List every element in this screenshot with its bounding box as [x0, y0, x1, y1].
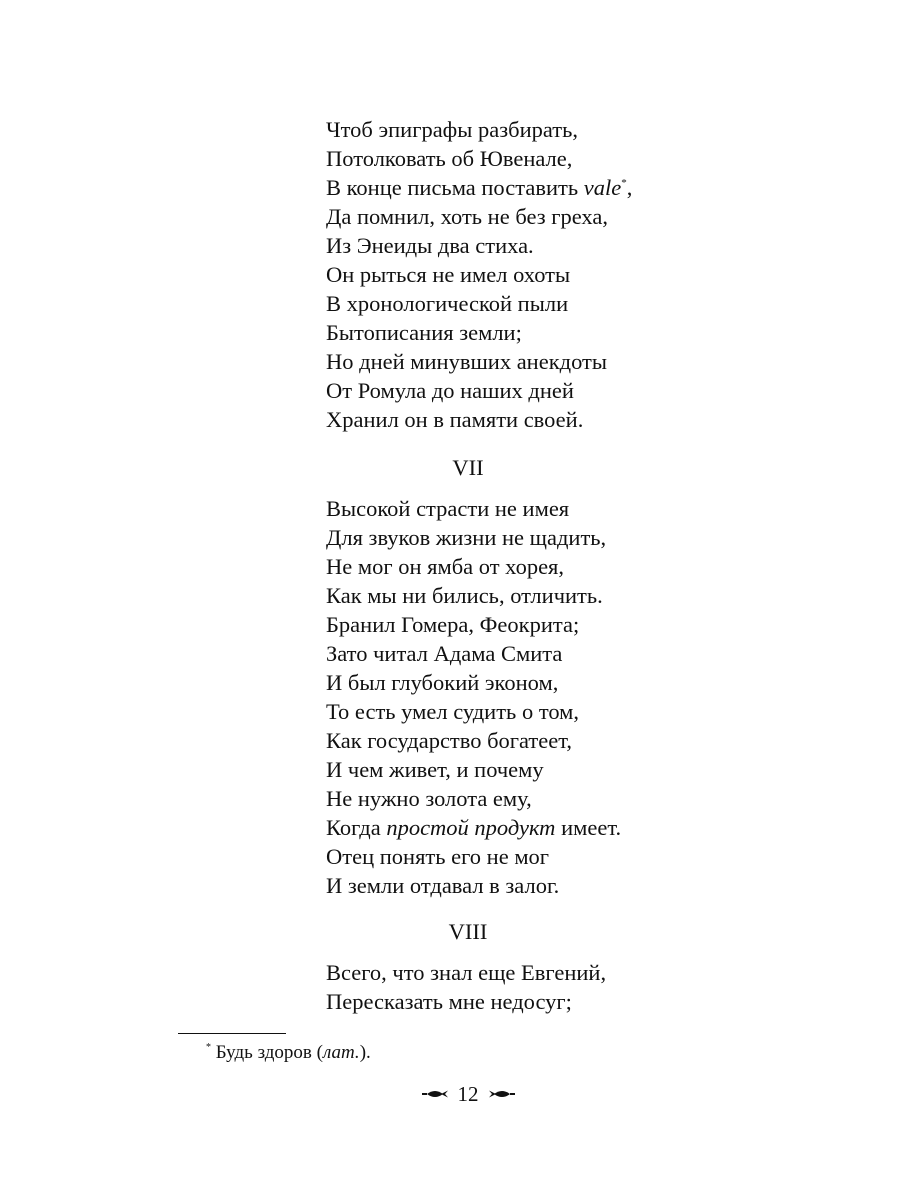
leaf-ornament-right-icon: [489, 1089, 515, 1099]
footnote-text-end: ).: [359, 1042, 371, 1063]
verse-punctuation: ,: [626, 175, 633, 200]
latin-word: vale: [583, 175, 622, 200]
verse-line: Потолковать об Ювенале,: [326, 146, 573, 171]
verse-line: Отец понять его не мог: [326, 844, 550, 869]
verse-text: имеет.: [555, 815, 622, 840]
verse-line: Не нужно золота ему,: [326, 786, 532, 811]
footnote-text: Будь здоров (: [211, 1042, 323, 1063]
verse-line: Как государство богатеет,: [326, 728, 573, 753]
footnote-abbreviation: лат.: [322, 1042, 360, 1063]
leaf-ornament-left-icon: [422, 1089, 448, 1099]
verse-line: Для звуков жизни не щадить,: [326, 525, 607, 550]
verse-line: В хронологической пыли: [326, 291, 569, 316]
verse-line: Высокой страсти не имея: [326, 496, 570, 521]
stanza-number-viii: VIII: [448, 919, 488, 944]
verse-line: Как мы ни бились, отличить.: [326, 583, 603, 608]
verse-line: От Ромула до наших дней: [326, 378, 574, 403]
verse-line: Бранил Гомера, Феокрита;: [326, 612, 580, 637]
verse-line: И земли отдавал в залог.: [326, 873, 560, 898]
stanza-vi-continuation: [326, 115, 846, 434]
verse-line: Зато читал Адама Смита: [326, 641, 563, 666]
verse-line: Бытописания земли;: [326, 320, 522, 345]
verse-line-with-footnote: [326, 173, 846, 202]
italic-term: простой продукт: [386, 815, 556, 840]
footnote-divider: [178, 1033, 286, 1034]
verse-line: То есть умел судить о том,: [326, 699, 580, 724]
verse-line-with-italic: [326, 813, 846, 842]
verse-line: Из Энеиды два стиха.: [326, 233, 534, 258]
verse-line: Да помнил, хоть не без греха,: [326, 204, 608, 229]
verse-line: Но дней минувших анекдоты: [326, 349, 607, 374]
verse-line: Хранил он в памяти своей.: [326, 407, 584, 432]
verse-line: Всего, что знал еще Евгений,: [326, 960, 607, 985]
footnote: [206, 1040, 371, 1066]
verse-text: Когда: [326, 815, 387, 840]
verse-text: В конце письма поставить: [326, 175, 584, 200]
verse-line: И был глубокий эконом,: [326, 670, 559, 695]
stanza-number-vii: VII: [452, 455, 484, 480]
verse-line: Чтоб эпиграфы разбирать,: [326, 117, 578, 142]
footnote-marker[interactable]: *: [621, 177, 627, 189]
stanza-vii: [326, 494, 846, 900]
verse-line: Он рыться не имел охоты: [326, 262, 571, 287]
verse-line: Не мог он ямба от хорея,: [326, 554, 565, 579]
page-footer: [0, 1078, 900, 1108]
stanza-viii: [326, 958, 846, 1016]
verse-line: Пересказать мне недосуг;: [326, 989, 572, 1014]
page-number: 12: [457, 1082, 479, 1107]
verse-line: И чем живет, и почему: [326, 757, 544, 782]
footnote-marker: *: [206, 1042, 211, 1053]
